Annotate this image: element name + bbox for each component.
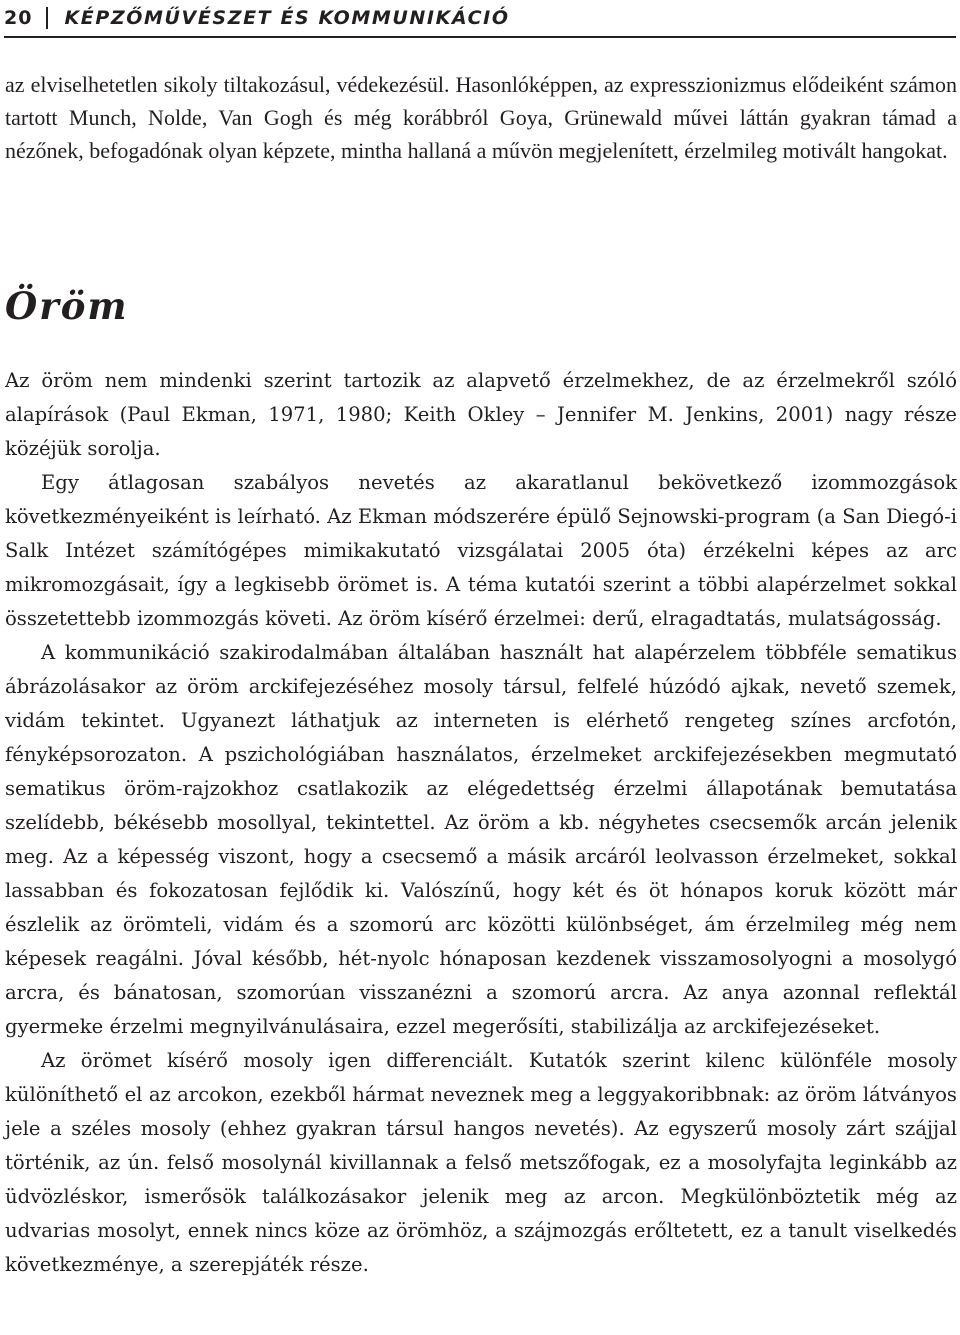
running-header (4, 0, 956, 38)
body-paragraph-1: Az öröm nem mindenki szerint tartozik az alapvető érzelmekhez, de az érzelmekről szóló alapírások (Paul Ekman, 1971, 1980; Keith Okley – Jennifer M. Jenkins, 2001) nagy része közéjük sorolja. (5, 369, 957, 460)
body-paragraph-4: Az örömet kísérő mosoly igen differenciált. Kutatók szerint kilenc különféle mosoly különíthető el az arcokon, ezekből hármat neveznek meg a leggyakoribbnak: az öröm látványos jele a széles mosoly (ehhez gyakran társul hangos nevetés). Az egyszerű mosoly zárt szájjal történik, az ún. felső mosolynál kivillannak a felső metszőfogak, ez a mosolyfajta leginkább az üdvözléskor, ismerősök találkozásakor jelenik meg az arcon. Megkülönböztetik még az udvarias mosolyt, ennek nincs köze az örömhöz, a szájmozgás erőltetett, ez a tanult viselkedés következménye, a szerepjáték része. (5, 1049, 957, 1276)
intro-paragraph: az elviselhetetlen sikoly tiltakozásul, védekezésül. Hasonlóképpen, az expresszionizmus elődeiként számon tartott Munch, Nolde, Van Gogh és még korábbról Goya, Grünewald művei láttán gyakran támad a nézőnek, befogadónak olyan képzete, mintha hallaná a művön megjelenített, érzelmileg motivált hangokat. (5, 72, 957, 164)
page-number: 20 (4, 7, 33, 29)
header-separator (46, 7, 48, 29)
section-heading: Öröm (5, 284, 129, 328)
intro-paragraph-block (5, 68, 957, 168)
body-paragraph-2: Egy átlagosan szabályos nevetés az akaratlanul bekövetkező izommozgások következményeiként is leírható. Az Ekman módszerére épülő Sejnowski-program (a San Diegó-i Salk Intézet számítógépes mimikakutató vizsgálatai 2005 óta) érzékelni képes az arc mikromozgásait, így a legkisebb örömet is. A téma kutatói szerint a többi alapérzelmet sokkal összetettebb izommozgás követi. Az öröm kísérő érzelmei: derű, elragadtatás, mulatságosság. (5, 471, 957, 630)
body-paragraph-3: A kommunikáció szakirodalmában általában használt hat alapérzelem többféle sematikus ábrázolásakor az öröm arckifejezéséhez mosoly társul, felfelé húzódó ajkak, nevető szemek, vidám tekintet. Ugyanezt láthatjuk az interneten is elérhető rengeteg színes arcfotón, fényképsorozaton. A pszichológiában használatos, érzelmeket arckifejezésekben megmutató sematikus öröm-rajzokhoz csatlakozik az elégedettség érzelmi állapotának bemutatása szelídebb, békésebb mosollyal, tekintettel. Az öröm a kb. négyhetes csecsemők arcán jelenik meg. Az a képesség viszont, hogy a csecsemő a másik arcáról leolvasson érzelmeket, sokkal lassabban és fokozatosan fejlődik ki. Valószínű, hogy két és öt hónapos koruk között már észlelik az örömteli, vidám és a szomorú arc közötti különbséget, ám érzelmileg még nem képesek reagálni. Jóval később, hét-nyolc hónaposan kezdenek visszamosolyogni a mosolygó arcra, és bánatosan, szomorúan visszanézni a szomorú arcra. Az anya azonnal reflektál gyermeke érzelmi megnyilvánulásaira, ezzel megerősíti, stabilizálja az arckifejezéseket. (5, 641, 957, 1038)
section-body (5, 364, 957, 1282)
running-section-title: KÉPZŐMŰVÉSZET ÉS KOMMUNIKÁCIÓ (64, 7, 510, 29)
